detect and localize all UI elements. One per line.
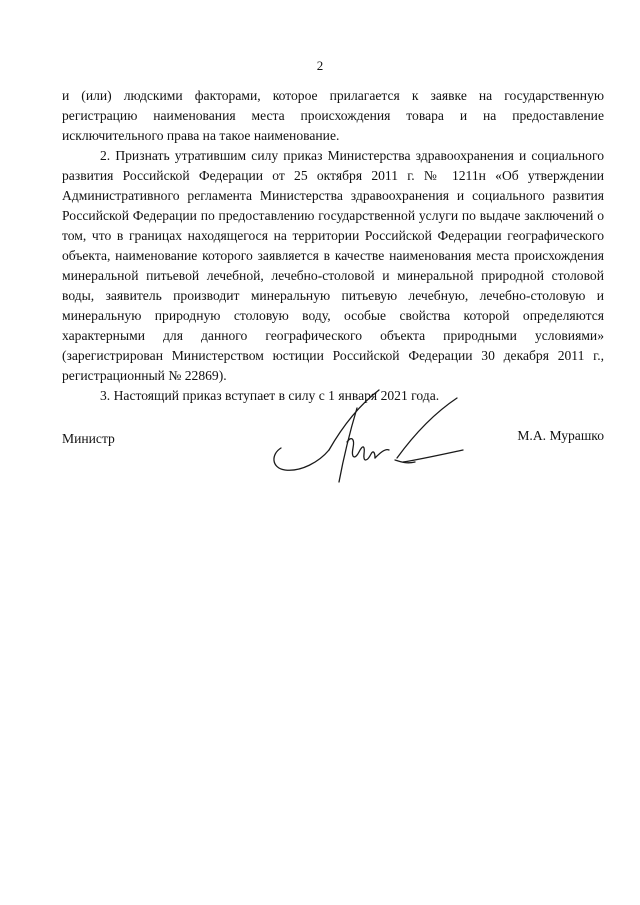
paragraph-item-3: 3. Настоящий приказ вступает в силу с 1 января 2021 года. xyxy=(100,388,440,403)
signature-block xyxy=(62,428,604,498)
paragraph-continuation: и (или) людскими факторами, которое прилагается к заявке на государственную регистрацию наименования места происхождения товара и на предоставление исключительного права на такое наименование. xyxy=(62,88,604,143)
document-body xyxy=(62,86,604,406)
page-number: 2 xyxy=(316,58,324,73)
handwritten-signature xyxy=(267,388,477,488)
signer-title: Министр xyxy=(62,431,115,446)
signer-name: М.А. Мурашко xyxy=(517,428,604,443)
paragraph-item-2: 2. Признать утратившим силу приказ Министерства здравоохранения и социального развития Российской Федерации от 25 октября 2011 г. № 1211н «Об утверждении Административного регламента Министерства здравоохранения и социального развития Российской Федерации по предоставлению государственной услуги по выдаче заключений о том, что в границах находящегося на территории Российской Федерации географического объекта, наименование которого заявляется в качестве наименования места происхождения минеральной питьевой лечебной, лечебно-столовой и минеральной природной столовой воды, заявитель производит минеральную питьевую лечебную, лечебно-столовую и минеральную природную столовую воду, особые свойства которой определяются характерными для данного географического объекта природными условиями» (зарегистрирован Министерством юстиции Российской Федерации 30 декабря 2011 г., регистрационный № 22869). xyxy=(62,148,604,383)
